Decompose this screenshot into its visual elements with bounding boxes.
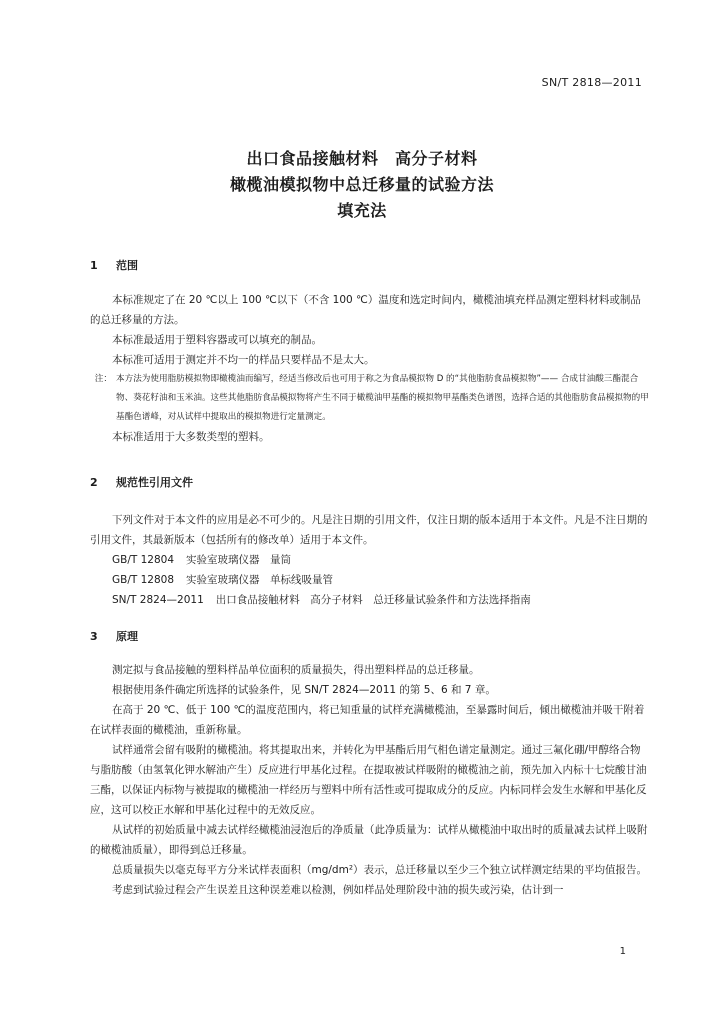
section-2-body [90,510,650,610]
paragraph: 在高于 20 ℃、低于 100 ℃的温度范围内，将已知重量的试样充满橄榄油，至暴露时间后，倾出橄榄油并吸干附着在试样表面的橄榄油，重新称量。 [90,704,645,736]
reference-item [90,550,650,570]
section-number: 2 [90,476,98,489]
page-number: 1 [619,946,626,957]
reference-code: GB/T 12808 [112,574,175,586]
title-line-3: 填充法 [337,201,387,220]
paragraph: 测定拟与食品接触的塑料样品单位面积的质量损失，得出塑料样品的总迁移量。 [112,664,480,676]
section-2-heading [90,474,193,490]
note-text: 本方法为使用脂肪模拟物即橄榄油而编写，经适当修改后也可用于称之为食品模拟物 D 的“其他脂肪食品模拟物”—— 合成甘油酸三酯混合物、葵花籽油和玉米油。这些其他脂肪食品模拟物将产生不同于橄榄油甲基酯的模拟物甲基酯类色谱图，选择合适的其他脂肪食品模拟物的甲基酯色谱峰，对从试样中提取出的模拟物进行定量测定。 [116,374,649,422]
note-label: 注： [94,374,112,384]
paragraph: 本标准规定了在 20 ℃以上 100 ℃以下（不含 100 ℃）温度和选定时间内，橄榄油填充样品测定塑料材料或制品的总迁移量的方法。 [90,294,641,326]
reference-list [90,550,650,610]
reference-title: 出口食品接触材料 高分子材料 总迁移量试验条件和方法选择指南 [215,594,531,606]
paragraph: 试样通常会留有吸附的橄榄油。将其提取出来，并转化为甲基酯后用气相色谱定量测定。通过三氟化硼/甲醇络合物与脂肪酸（由氢氧化钾水解油产生）反应进行甲基化过程。在提取被试样吸附的橄榄油之前，预先加入内标十七烷酸甘油三酯，以保证内标物与被提取的橄榄油一样经历与塑料中所有活性或可提取成分的反应。内标同样会发生水解和甲基化反应，这可以校正水解和甲基化过程中的无效反应。 [90,744,647,816]
reference-item [90,570,650,590]
title-line-1: 出口食品接触材料 高分子材料 [246,149,478,168]
standard-number: SN/T 2818—2011 [541,76,642,89]
section-number: 1 [90,259,98,272]
section-title: 原理 [116,630,138,643]
paragraph: 本标准可适用于测定并不均一的样品只要样品不是太大。 [112,354,375,366]
reference-code: SN/T 2824—2011 [112,594,204,606]
paragraph: 本标准最适用于塑料容器或可以填充的制品。 [112,334,322,346]
section-1-body [90,290,650,447]
section-title: 规范性引用文件 [116,476,193,489]
paragraph: 本标准适用于大多数类型的塑料。 [112,431,270,443]
paragraph: 下列文件对于本文件的应用是必不可少的。凡是注日期的引用文件，仅注日期的版本适用于本文件。凡是不注日期的引用文件，其最新版本（包括所有的修改单）适用于本文件。 [90,514,648,546]
reference-title: 实验室玻璃仪器 量筒 [186,554,292,566]
reference-item [90,590,650,610]
paragraph: 总质量损失以毫克每平方分米试样表面积（mg/dm²）表示，总迁移量以至少三个独立试样测定结果的平均值报告。 [112,864,648,876]
section-number: 3 [90,630,98,643]
paragraph: 考虑到试验过程会产生误差且这种误差难以检测，例如样品处理阶段中油的损失或污染，估计到一 [112,884,564,896]
reference-title: 实验室玻璃仪器 单标线吸量管 [186,574,334,586]
paragraph: 从试样的初始质量中减去试样经橄榄油浸泡后的净质量（此净质量为：试样从橄榄油中取出时的质量减去试样上吸附的橄榄油质量），即得到总迁移量。 [90,824,648,856]
document-title [0,146,724,224]
section-1-heading [90,257,138,273]
section-3-body [90,660,650,900]
paragraph: 根据使用条件确定所选择的试验条件，见 SN/T 2824—2011 的第 5、6 和 7 章。 [112,684,496,696]
note [90,370,650,427]
section-3-heading [90,628,138,644]
section-title: 范围 [116,259,138,272]
title-line-2: 橄榄油模拟物中总迁移量的试验方法 [229,175,494,194]
reference-code: GB/T 12804 [112,554,175,566]
